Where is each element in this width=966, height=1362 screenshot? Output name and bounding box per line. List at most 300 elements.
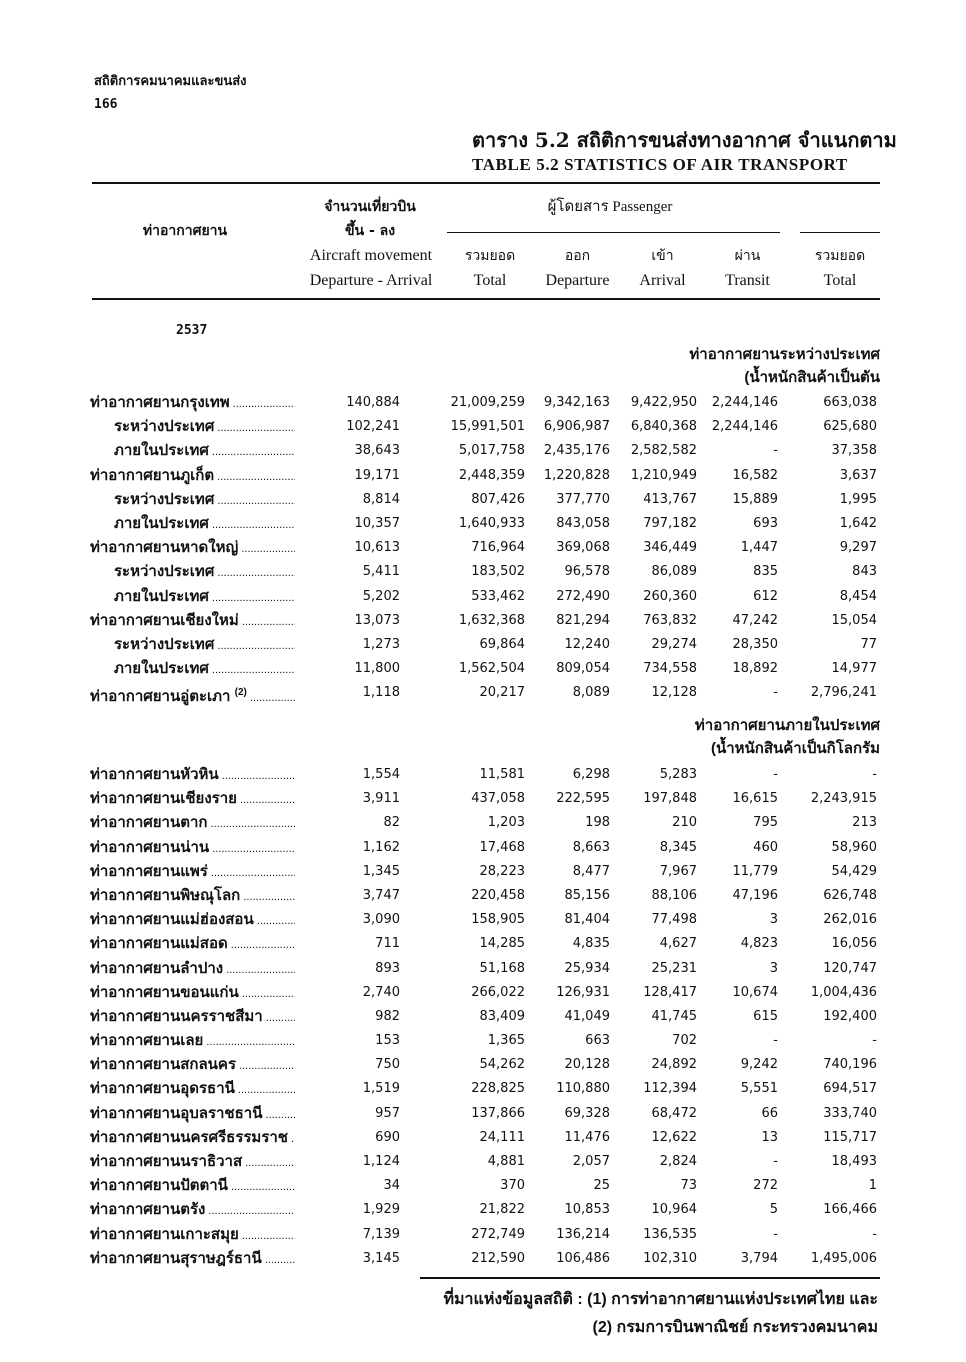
airport-name: ท่าอากาศยานกรุงเทพ ..... [90, 391, 295, 416]
col-header-movement-en-1: Aircraft movement [309, 247, 433, 264]
cell-transit: 3 [769, 960, 778, 976]
cell-movement: 2,740 [362, 984, 400, 1000]
table-row [90, 633, 880, 657]
cell-departure: 369,068 [556, 540, 610, 556]
cell-transit: 1,447 [740, 540, 778, 556]
cell-freight-total: 3,637 [839, 467, 877, 483]
cell-transit: - [773, 1033, 778, 1049]
table-row [90, 585, 880, 609]
table-row [90, 908, 880, 932]
cell-freight-total: 18,493 [831, 1154, 877, 1169]
cell-pax-total: 1,640,933 [458, 515, 525, 531]
cell-departure: 11,476 [564, 1129, 610, 1145]
cell-departure: 41,049 [564, 1008, 610, 1024]
cell-pax-total: 69,864 [479, 636, 525, 652]
col-header-pax-total-th: รวมยอด [464, 248, 516, 264]
cell-arrival: 6,840,368 [630, 419, 697, 435]
cell-pax-total: 228,825 [471, 1081, 525, 1097]
table-row [90, 1198, 880, 1222]
cell-departure: 110,880 [556, 1081, 610, 1097]
airport-name: ระหว่างประเทศ ..... [114, 415, 295, 440]
running-head: สถิติการคมนาคมและขนส่ง [94, 73, 247, 88]
cell-departure: 9,342,163 [543, 395, 610, 410]
airport-name: ท่าอากาศยานอู่ตะเภา $^{(2)}$ ..... [90, 681, 295, 710]
cell-pax-total: 2,448,359 [458, 467, 525, 483]
airport-name: ท่าอากาศยานขอนแก่น ..... [90, 981, 295, 1006]
cell-movement: 750 [375, 1057, 400, 1073]
cell-arrival: 702 [672, 1033, 697, 1049]
cell-movement: 1,118 [362, 685, 400, 701]
cell-arrival: 2,824 [659, 1154, 697, 1169]
cell-pax-total: 1,562,504 [458, 661, 525, 677]
cell-freight-total: 1 [868, 1178, 877, 1194]
cell-freight-total: 694,517 [823, 1081, 877, 1097]
cell-freight-total: 14,977 [831, 661, 877, 677]
table-row [90, 536, 880, 560]
freight-group-rule [800, 232, 880, 233]
cell-departure: 25 [593, 1178, 610, 1194]
cell-pax-total: 11,581 [479, 767, 525, 782]
cell-freight-total: 37,358 [831, 443, 877, 459]
cell-freight-total: 54,429 [831, 863, 877, 879]
cell-movement: 34 [383, 1178, 400, 1194]
cell-movement: 1,519 [362, 1081, 400, 1097]
cell-pax-total: 17,468 [479, 839, 525, 855]
cell-freight-total: - [872, 1226, 877, 1242]
airport-name: ภายในประเทศ ..... [114, 439, 295, 464]
table-row [90, 1247, 880, 1271]
table-row [90, 560, 880, 584]
cell-departure: 126,931 [556, 984, 610, 1000]
cell-departure: 6,298 [572, 767, 610, 782]
cell-movement: 82 [383, 815, 400, 831]
cell-transit: 4,823 [740, 936, 778, 952]
cell-freight-total: 663,038 [823, 395, 877, 410]
cell-pax-total: 54,262 [479, 1057, 525, 1073]
airport-name: ท่าอากาศยานเลย ..... [90, 1029, 295, 1054]
cell-movement: 3,090 [362, 912, 400, 928]
table-row [90, 1126, 880, 1150]
airport-name: ท่าอากาศยานแม่สอด ..... [90, 932, 295, 957]
cell-transit: 47,242 [732, 612, 778, 628]
table-row [90, 860, 880, 884]
cell-transit: 693 [753, 515, 778, 531]
airport-name: ท่าอากาศยานแพร่ ..... [90, 860, 295, 885]
cell-arrival: 7,967 [659, 863, 697, 879]
cell-freight-total: 15,054 [831, 612, 877, 628]
cell-pax-total: 716,964 [471, 540, 525, 556]
cell-movement: 3,911 [362, 791, 400, 807]
cell-movement: 893 [375, 960, 400, 976]
airport-name: ระหว่างประเทศ ..... [114, 633, 295, 658]
international-rows [90, 391, 880, 705]
cell-pax-total: 24,111 [479, 1129, 525, 1145]
cell-arrival: 9,422,950 [630, 395, 697, 410]
cell-departure: 8,477 [572, 863, 610, 879]
cell-transit: 835 [753, 564, 778, 580]
cell-freight-total: 262,016 [823, 912, 877, 928]
cell-freight-total: 115,717 [823, 1129, 877, 1145]
table-row [90, 609, 880, 633]
cell-pax-total: 137,866 [471, 1105, 525, 1121]
cell-freight-total: 166,466 [823, 1202, 877, 1218]
cell-pax-total: 1,632,368 [458, 612, 525, 628]
header-bottom-rule [92, 298, 880, 300]
table-row [90, 932, 880, 956]
cell-transit: 11,779 [732, 863, 778, 879]
source-note [443, 1286, 878, 1342]
cell-freight-total: - [872, 767, 877, 782]
table-row [90, 811, 880, 835]
table-row [90, 981, 880, 1005]
passenger-group-rule [447, 232, 780, 233]
airport-name: ท่าอากาศยานหาดใหญ่ ..... [90, 536, 295, 561]
cell-pax-total: 20,217 [479, 685, 525, 701]
airport-name: ท่าอากาศยานตรัง ..... [90, 1198, 295, 1223]
table-bottom-rule [420, 1277, 880, 1279]
cell-freight-total: 333,740 [823, 1105, 877, 1121]
cell-transit: 16,582 [732, 467, 778, 483]
airport-name: ท่าอากาศยานตาก ..... [90, 811, 295, 836]
cell-departure: 222,595 [556, 791, 610, 807]
cell-arrival: 77,498 [651, 912, 697, 928]
airport-name: ท่าอากาศยานนครราชสีมา ..... [90, 1005, 295, 1030]
cell-freight-total: 1,495,006 [810, 1250, 877, 1266]
table-row [90, 1029, 880, 1053]
cell-departure: 8,089 [572, 685, 610, 701]
section-note-international-line2: (น้ำหนักสินค้าเป็นตัน [744, 369, 880, 386]
table-row [90, 681, 880, 705]
cell-arrival: 8,345 [659, 839, 697, 855]
cell-transit: 272 [753, 1178, 778, 1194]
cell-departure: 10,853 [564, 1202, 610, 1218]
cell-freight-total: 58,960 [831, 839, 877, 855]
domestic-rows [90, 763, 880, 1271]
airport-name: ท่าอากาศยานเชียงราย ..... [90, 787, 295, 812]
cell-arrival: 88,106 [651, 887, 697, 903]
cell-pax-total: 183,502 [471, 564, 525, 580]
cell-freight-total: 2,796,241 [810, 685, 877, 701]
table-row [90, 657, 880, 681]
cell-departure: 6,906,987 [543, 419, 610, 435]
cell-movement: 10,613 [354, 540, 400, 556]
cell-arrival: 68,472 [651, 1105, 697, 1121]
cell-arrival: 734,558 [643, 661, 697, 677]
cell-arrival: 210 [672, 815, 697, 831]
cell-movement: 957 [375, 1105, 400, 1121]
cell-pax-total: 370 [500, 1178, 525, 1194]
cell-departure: 377,770 [556, 491, 610, 507]
cell-departure: 96,578 [564, 564, 610, 580]
cell-pax-total: 14,285 [479, 936, 525, 952]
source-line-1: ที่มาแห่งข้อมูลสถิติ : (1) การท่าอากาศยานแห่งประเทศไทย และ [443, 1291, 878, 1308]
col-header-arrival-en: Arrival [639, 272, 686, 289]
airport-name: ท่าอากาศยานนราธิวาส ..... [90, 1150, 295, 1175]
airport-name: ท่าอากาศยานอุดรธานี ..... [90, 1077, 295, 1102]
table-row [90, 1077, 880, 1101]
airport-name: ท่าอากาศยานพิษณุโลก ..... [90, 884, 295, 909]
cell-arrival: 2,582,582 [630, 443, 697, 459]
airport-name: ภายในประเทศ ..... [114, 512, 295, 537]
cell-pax-total: 15,991,501 [450, 419, 525, 435]
cell-departure: 843,058 [556, 515, 610, 531]
cell-movement: 1,124 [362, 1154, 400, 1169]
col-header-movement-th-1: จำนวนเที่ยวบิน [324, 199, 416, 215]
col-header-freight-total-en: Total [823, 272, 857, 289]
col-header-freight-total-th: รวมยอด [814, 248, 866, 264]
cell-departure: 2,057 [572, 1154, 610, 1169]
cell-arrival: 102,310 [643, 1250, 697, 1266]
cell-movement: 1,273 [362, 636, 400, 652]
cell-freight-total: 213 [852, 815, 877, 831]
airport-name: ท่าอากาศยานสกลนคร ..... [90, 1053, 295, 1078]
table-row [90, 391, 880, 415]
cell-pax-total: 220,458 [471, 887, 525, 903]
airport-name: ท่าอากาศยานลำปาง ..... [90, 957, 295, 982]
cell-departure: 198 [585, 815, 610, 831]
cell-arrival: 25,231 [651, 960, 697, 976]
cell-movement: 5,411 [362, 564, 400, 580]
section-note-domestic [695, 714, 880, 760]
cell-movement: 13,073 [354, 612, 400, 628]
cell-transit: - [773, 1154, 778, 1169]
airport-name: ระหว่างประเทศ ..... [114, 488, 295, 513]
cell-departure: 809,054 [556, 661, 610, 677]
section-note-domestic-line2: (น้ำหนักสินค้าเป็นกิโลกรัม [710, 740, 880, 757]
cell-movement: 5,202 [362, 588, 400, 604]
airport-name: ภายในประเทศ ..... [114, 657, 295, 682]
cell-transit: 9,242 [740, 1057, 778, 1073]
cell-arrival: 197,848 [643, 791, 697, 807]
cell-movement: 11,800 [354, 661, 400, 677]
airport-name: ท่าอากาศยานอุบลราชธานี ..... [90, 1102, 295, 1127]
table-row [90, 415, 880, 439]
cell-arrival: 73 [680, 1178, 697, 1194]
table-row [90, 464, 880, 488]
cell-movement: 711 [375, 936, 400, 952]
cell-freight-total: 16,056 [831, 936, 877, 952]
cell-pax-total: 1,365 [487, 1033, 525, 1049]
airport-name: ท่าอากาศยานสุราษฎร์ธานี ..... [90, 1247, 295, 1272]
airport-name: ท่าอากาศยานหัวหิน ..... [90, 763, 295, 788]
cell-movement: 982 [375, 1008, 400, 1024]
airport-name: ท่าอากาศยานนครศรีธรรมราช ..... [90, 1126, 295, 1151]
cell-arrival: 112,394 [643, 1081, 697, 1097]
cell-arrival: 1,210,949 [630, 467, 697, 483]
cell-departure: 81,404 [564, 912, 610, 928]
airport-name: ท่าอากาศยานภูเก็ต ..... [90, 464, 295, 489]
cell-departure: 12,240 [564, 636, 610, 652]
cell-arrival: 24,892 [651, 1057, 697, 1073]
page-number: 166 [94, 97, 118, 112]
cell-freight-total: 77 [860, 636, 877, 652]
cell-transit: 18,892 [732, 661, 778, 677]
cell-movement: 38,643 [354, 443, 400, 459]
table-row [90, 763, 880, 787]
cell-transit: 5 [769, 1202, 778, 1218]
airport-name: ท่าอากาศยานเกาะสมุย ..... [90, 1223, 295, 1248]
col-header-arrival-th: เข้า [651, 248, 674, 264]
cell-freight-total: 2,243,915 [810, 791, 877, 807]
cell-pax-total: 1,203 [487, 815, 525, 831]
cell-transit: 10,674 [732, 984, 778, 1000]
cell-transit: 795 [753, 815, 778, 831]
airport-name: ท่าอากาศยานเชียงใหม่ ..... [90, 609, 295, 634]
cell-pax-total: 5,017,758 [458, 443, 525, 459]
airport-name: ท่าอากาศยานน่าน ..... [90, 836, 295, 861]
cell-transit: 2,244,146 [711, 419, 778, 435]
cell-departure: 69,328 [564, 1105, 610, 1121]
airport-name: ท่าอากาศยานปัตตานี ..... [90, 1174, 295, 1199]
cell-transit: 47,196 [732, 887, 778, 903]
section-note-international-line1: ท่าอากาศยานระหว่างประเทศ [689, 346, 880, 363]
source-line-2: (2) กรมการบินพาณิชย์ กระทรวงคมนาคม [592, 1319, 878, 1336]
cell-pax-total: 28,223 [479, 863, 525, 879]
cell-departure: 25,934 [564, 960, 610, 976]
cell-arrival: 763,832 [643, 612, 697, 628]
cell-movement: 153 [375, 1033, 400, 1049]
cell-freight-total: 843 [852, 564, 877, 580]
cell-arrival: 128,417 [643, 984, 697, 1000]
cell-arrival: 136,535 [643, 1226, 697, 1242]
col-header-movement-th-2: ขึ้น - ลง [344, 223, 396, 239]
cell-arrival: 29,274 [651, 636, 697, 652]
cell-movement: 1,345 [362, 863, 400, 879]
cell-transit: - [773, 1226, 778, 1242]
cell-movement: 10,357 [354, 515, 400, 531]
cell-movement: 19,171 [354, 467, 400, 483]
cell-freight-total: 740,196 [823, 1057, 877, 1073]
cell-arrival: 10,964 [651, 1202, 697, 1218]
cell-arrival: 4,627 [659, 936, 697, 952]
col-header-airport: ท่าอากาศยาน [142, 223, 228, 239]
cell-freight-total: 192,400 [823, 1008, 877, 1024]
table-row [90, 1223, 880, 1247]
cell-pax-total: 51,168 [479, 960, 525, 976]
cell-arrival: 260,360 [643, 588, 697, 604]
col-header-departure-en: Departure [545, 272, 610, 289]
cell-transit: - [773, 767, 778, 782]
cell-movement: 140,884 [346, 395, 400, 410]
cell-freight-total: 1,004,436 [810, 984, 877, 1000]
section-note-domestic-line1: ท่าอากาศยานภายในประเทศ [694, 717, 880, 734]
cell-departure: 821,294 [556, 612, 610, 628]
cell-movement: 7,139 [362, 1226, 400, 1242]
table-row [90, 787, 880, 811]
cell-arrival: 12,622 [651, 1129, 697, 1145]
cell-transit: 28,350 [732, 636, 778, 652]
col-header-passenger-group: ผู้โดยสาร Passenger [547, 199, 673, 215]
cell-freight-total: 120,747 [823, 960, 877, 976]
cell-transit: 460 [753, 839, 778, 855]
col-header-movement-en-2: Departure - Arrival [309, 272, 433, 289]
cell-transit: - [773, 685, 778, 701]
cell-pax-total: 807,426 [471, 491, 525, 507]
table-row [90, 836, 880, 860]
cell-arrival: 346,449 [643, 540, 697, 556]
cell-departure: 136,214 [556, 1226, 610, 1242]
cell-transit: - [773, 443, 778, 459]
airport-name: ระหว่างประเทศ ..... [114, 560, 295, 585]
cell-arrival: 86,089 [651, 564, 697, 580]
cell-movement: 1,929 [362, 1202, 400, 1218]
table-row [90, 1102, 880, 1126]
section-note-international [689, 343, 880, 389]
table-row [90, 439, 880, 463]
cell-departure: 106,486 [556, 1250, 610, 1266]
table-row [90, 488, 880, 512]
cell-departure: 663 [585, 1033, 610, 1049]
table-row [90, 957, 880, 981]
cell-arrival: 41,745 [651, 1008, 697, 1024]
cell-freight-total: 9,297 [839, 540, 877, 556]
cell-departure: 8,663 [572, 839, 610, 855]
col-header-pax-total-en: Total [473, 272, 507, 289]
cell-arrival: 12,128 [651, 685, 697, 701]
cell-departure: 272,490 [556, 588, 610, 604]
table-row [90, 1150, 880, 1174]
cell-pax-total: 83,409 [479, 1008, 525, 1024]
cell-pax-total: 212,590 [471, 1250, 525, 1266]
cell-pax-total: 437,058 [471, 791, 525, 807]
cell-transit: 3 [769, 912, 778, 928]
cell-transit: 16,615 [732, 791, 778, 807]
cell-freight-total: - [872, 1033, 877, 1049]
table-row [90, 1005, 880, 1029]
cell-freight-total: 1,642 [839, 515, 877, 531]
cell-arrival: 797,182 [643, 515, 697, 531]
cell-arrival: 5,283 [659, 767, 697, 782]
cell-departure: 85,156 [564, 887, 610, 903]
cell-pax-total: 21,822 [479, 1202, 525, 1218]
cell-departure: 4,835 [572, 936, 610, 952]
cell-pax-total: 533,462 [471, 588, 525, 604]
cell-transit: 615 [753, 1008, 778, 1024]
table-row [90, 1053, 880, 1077]
cell-movement: 1,554 [362, 767, 400, 782]
table-title-thai: ตาราง 5.2 สถิติการขนส่งทางอากาศ จำแนกตาม [472, 128, 897, 152]
cell-freight-total: 8,454 [839, 588, 877, 604]
cell-departure: 20,128 [564, 1057, 610, 1073]
cell-transit: 2,244,146 [711, 395, 778, 410]
cell-movement: 3,747 [362, 887, 400, 903]
cell-pax-total: 21,009,259 [450, 395, 525, 410]
cell-pax-total: 158,905 [471, 912, 525, 928]
cell-movement: 690 [375, 1129, 400, 1145]
cell-pax-total: 4,881 [487, 1154, 525, 1169]
cell-transit: 5,551 [740, 1081, 778, 1097]
cell-freight-total: 625,680 [823, 419, 877, 435]
cell-transit: 3,794 [740, 1250, 778, 1266]
col-header-transit-th: ผ่าน [734, 248, 761, 264]
cell-movement: 1,162 [362, 839, 400, 855]
footnote-marker: (2) [234, 687, 247, 699]
cell-movement: 3,145 [362, 1250, 400, 1266]
cell-freight-total: 1,995 [839, 491, 877, 507]
airport-name: ท่าอากาศยานแม่ฮ่องสอน ..... [90, 908, 295, 933]
cell-transit: 612 [753, 588, 778, 604]
table-row [90, 1174, 880, 1198]
col-header-transit-en: Transit [725, 272, 770, 289]
table-title-english: TABLE 5.2 STATISTICS OF AIR TRANSPORT [472, 155, 848, 174]
cell-transit: 66 [761, 1105, 778, 1121]
table-top-rule [92, 182, 880, 184]
year-label: 2537 [176, 323, 208, 338]
cell-movement: 102,241 [346, 419, 400, 435]
table-row [90, 512, 880, 536]
cell-departure: 2,435,176 [543, 443, 610, 459]
cell-freight-total: 626,748 [823, 887, 877, 903]
